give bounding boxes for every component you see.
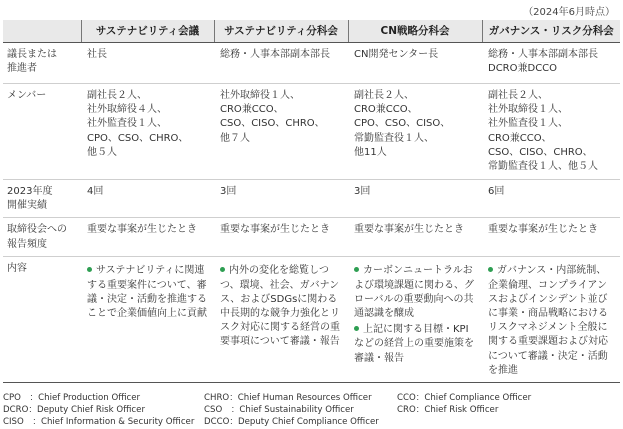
table-cell: 副社長２人、 社外取締役１人、 社外監査役１人、 CRO兼CCO、 CSO、CISO、CHRO、 常勤監査役１人、他５人 [482, 84, 620, 180]
content-bullet: サステナビリティに関連する重要案件について、審議・決定・活動を推進することで企業価値向上に貢献 [87, 265, 207, 320]
table-cell: 重要な事案が生じたとき [214, 218, 348, 257]
row-label-members: メンバー [3, 84, 81, 180]
row-label-chair: 議長または 推進者 [3, 43, 81, 84]
legend-entry-chro: CHRO：Chief Human Resources Officer [204, 393, 372, 403]
green-dot-icon [354, 326, 359, 331]
header-sustainability-subcommittee: サステナビリティ分科会 [214, 20, 348, 43]
legend-entry-cco: CCO：Chief Compliance Officer [397, 393, 532, 403]
table-cell: 6回 [482, 180, 620, 218]
table-cell: 総務・人事本部副本部長 [214, 43, 348, 84]
legend-column [3, 392, 194, 428]
table-row [3, 43, 620, 84]
table-row [3, 218, 620, 257]
legend-entry-cro: CRO：Chief Risk Officer [397, 405, 499, 415]
legend-column [397, 392, 531, 416]
content-bullet: カーボンニュートラルおよび環境課題に関わる、グローバルの重要動向への共通認識を醸成 [354, 265, 474, 320]
content-cell [81, 257, 214, 383]
table-cell: 重要な事案が生じたとき [482, 218, 620, 257]
table-cell: 重要な事案が生じたとき [81, 218, 214, 257]
table-row [3, 84, 620, 180]
row-label-board-report-frequency: 取締役会への 報告頻度 [3, 218, 81, 257]
legend-entry-cso: CSO ：Chief Sustainability Officer [204, 405, 354, 415]
governance-committee-table [3, 20, 620, 383]
row-label-content: 内容 [3, 257, 81, 383]
table-header-row [3, 20, 620, 43]
header-governance-risk-subcommittee: ガバナンス・リスク分科会 [482, 20, 620, 43]
table-cell: 社外取締役１人、 CRO兼CCO、 CSO、CISO、CHRO、 他７人 [214, 84, 348, 180]
header-sustainability-meeting: サステナビリティ会議 [81, 20, 214, 43]
green-dot-icon [488, 267, 493, 272]
table-cell: 3回 [348, 180, 482, 218]
legend-entry-ciso: CISO ：Chief Information & Security Officer [3, 417, 195, 427]
content-cell [482, 257, 620, 383]
table-cell: 重要な事案が生じたとき [348, 218, 482, 257]
green-dot-icon [220, 267, 225, 272]
table-cell: CN開発センター長 [348, 43, 482, 84]
table-cell: 社長 [81, 43, 214, 84]
content-cell [348, 257, 482, 383]
as-of-date-note: （2024年6月時点） [523, 7, 615, 18]
table-row [3, 180, 620, 218]
header-cn-strategy-subcommittee: CN戦略分科会 [348, 20, 482, 43]
green-dot-icon [87, 267, 92, 272]
content-bullet: 上記に関する目標・KPIなどの経営上の重要施策を審議・報告 [354, 324, 474, 364]
content-cell [214, 257, 348, 383]
table-cell: 4回 [81, 180, 214, 218]
table-cell: 副社長２人、 社外取締役４人、 社外監査役１人、 CPO、CSO、CHRO、 他５人 [81, 84, 214, 180]
legend-entry-dcco: DCCO：Deputy Chief Compliance Officer [204, 417, 379, 427]
legend-column [204, 392, 379, 428]
content-bullet: ガバナンス・内部統制、企業倫理、コンプライアンスおよびインシデント並びに事業・商品戦略におけるリスクマネジメント全般に関する重要課題および対応について審議・決定・活動を推進 [488, 265, 608, 376]
legend-entry-dcro: DCRO：Deputy Chief Risk Officer [3, 405, 145, 415]
legend-entry-cpo: CPO ：Chief Production Officer [3, 393, 141, 403]
table-cell: 3回 [214, 180, 348, 218]
table-cell: 総務・人事本部副本部長 DCRO兼DCCO [482, 43, 620, 84]
green-dot-icon [354, 267, 359, 272]
table-cell: 副社長２人、 CRO兼CCO、 CPO、CSO、CISO、 常勤監査役１人、 他11人 [348, 84, 482, 180]
header-corner [3, 20, 81, 43]
table-row [3, 257, 620, 383]
row-label-meetings-held: 2023年度 開催実績 [3, 180, 81, 218]
content-bullet: 内外の変化を総覧しつつ、環境、社会、ガバナンス、およびSDGsに関わる中長期的な競争力強化とリスク対応に関する経営の重要事項について審議・報告 [220, 265, 340, 348]
